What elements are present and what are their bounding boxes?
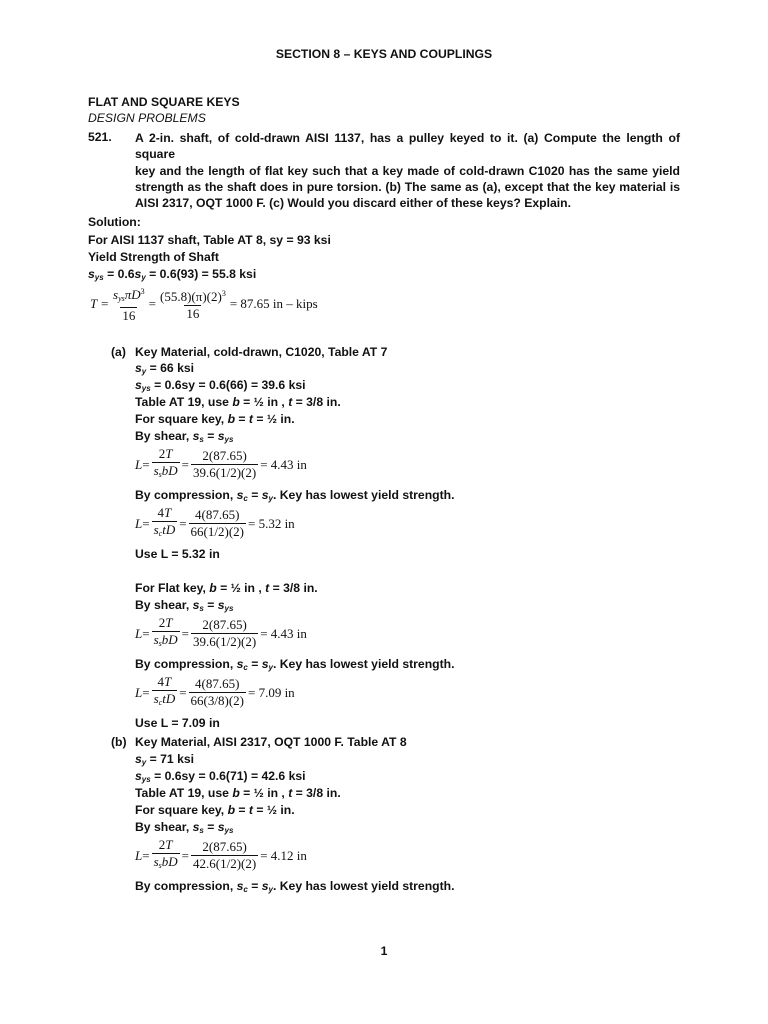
part-b-label: (b) [111, 735, 127, 749]
part-a-sy: $s_y = 66$ ksi [135, 361, 195, 376]
problem-line: strength as the shaft does in pure torsion. (b) The same as (a), except that the key material is [135, 179, 680, 194]
shear-label: By shear, $s_s = s_{ys}$ [135, 598, 234, 613]
shaft-line: For AISI 1137 shaft, Table AT 8, sy = 93 ksi [88, 233, 331, 247]
equation-shear-flat: L = $\frac{2T}{s_sbD}$ = $\frac{2(87.65)}{39.6(1/2)(2)}$ = 4.43 in [135, 615, 307, 652]
shear-label: By shear, $s_s = s_{ys}$ [135, 429, 234, 444]
equation-shear-square-b: L = $\frac{2T}{s_sbD}$ = $\frac{2(87.65)}{42.6(1/2)(2)}$ = 4.12 in [135, 837, 307, 874]
part-b-table: Table AT 19, use b = ½ in , t = 3/8 in. [135, 786, 341, 800]
part-b-sys: $s_{ys} = 0.6sy = 0.6(71) = 42.6$ ksi [135, 769, 306, 784]
use-line: Use L = 5.32 in [135, 547, 220, 561]
problem-line: key and the length of flat key such that a key made of cold-drawn C1020 has the same yield [135, 163, 680, 178]
sys-line: $s_{ys} = 0.6s_y = 0.6(93) = 55.8$ ksi [88, 267, 257, 282]
compression-label: By compression, $s_c = s_y$. Key has lowest yield strength. [135, 879, 455, 894]
section-header: SECTION 8 – KEYS AND COUPLINGS [275, 47, 493, 61]
subheading: DESIGN PROBLEMS [88, 111, 206, 125]
part-b-title: Key Material, AISI 2317, OQT 1000 F. Table AT 8 [135, 735, 407, 749]
compression-label: By compression, $s_c = s_y$. Key has lowest yield strength. [135, 657, 455, 672]
equation-compression-square: L = $\frac{4T}{s_ctD}$ = $\frac{4(87.65)}{66(1/2)(2)}$ = 5.32 in [135, 505, 295, 542]
equation-shear-square: L = $\frac{2T}{s_sbD}$ = $\frac{2(87.65)}{39.6(1/2)(2)}$ = 4.43 in [135, 446, 307, 483]
part-a-sys: $s_{ys} = 0.6sy = 0.6(66) = 39.6$ ksi [135, 378, 306, 393]
part-a-title: Key Material, cold-drawn, C1020, Table AT 7 [135, 345, 388, 359]
use-line: Use L = 7.09 in [135, 716, 220, 730]
problem-statement [135, 130, 680, 211]
problem-number: 521. [88, 130, 112, 144]
problem-line: A 2-in. shaft, of cold-drawn AISI 1137, has a pulley keyed to it. (a) Compute the length of square [135, 131, 680, 162]
compression-label: By compression, $s_c = s_y$. Key has lowest yield strength. [135, 488, 455, 503]
shear-label: By shear, $s_s = s_{ys}$ [135, 820, 234, 835]
flat-key-line: For Flat key, b = ½ in , t = 3/8 in. [135, 581, 318, 595]
heading: FLAT AND SQUARE KEYS [88, 95, 240, 109]
torque-equation: T = $\frac{s_{ys}\pi D^3}{16}$ = $\frac{(55.8)(\pi)(2)^3}{16}$ = 87.65 in – kips [90, 287, 318, 323]
part-a-square: For square key, b = t = ½ in. [135, 412, 295, 426]
part-a-label: (a) [111, 345, 126, 359]
yield-label: Yield Strength of Shaft [88, 250, 219, 264]
part-b-sy: $s_y = 71$ ksi [135, 752, 195, 767]
part-a-table: Table AT 19, use b = ½ in , t = 3/8 in. [135, 395, 341, 409]
part-b-square: For square key, b = t = ½ in. [135, 803, 295, 817]
page-number: 1 [380, 944, 388, 958]
problem-line: AISI 2317, OQT 1000 F. (c) Would you discard either of these keys? Explain. [135, 196, 571, 211]
solution-label: Solution: [88, 215, 141, 229]
equation-compression-flat: L = $\frac{4T}{s_ctD}$ = $\frac{4(87.65)}{66(3/8)(2)}$ = 7.09 in [135, 674, 295, 711]
